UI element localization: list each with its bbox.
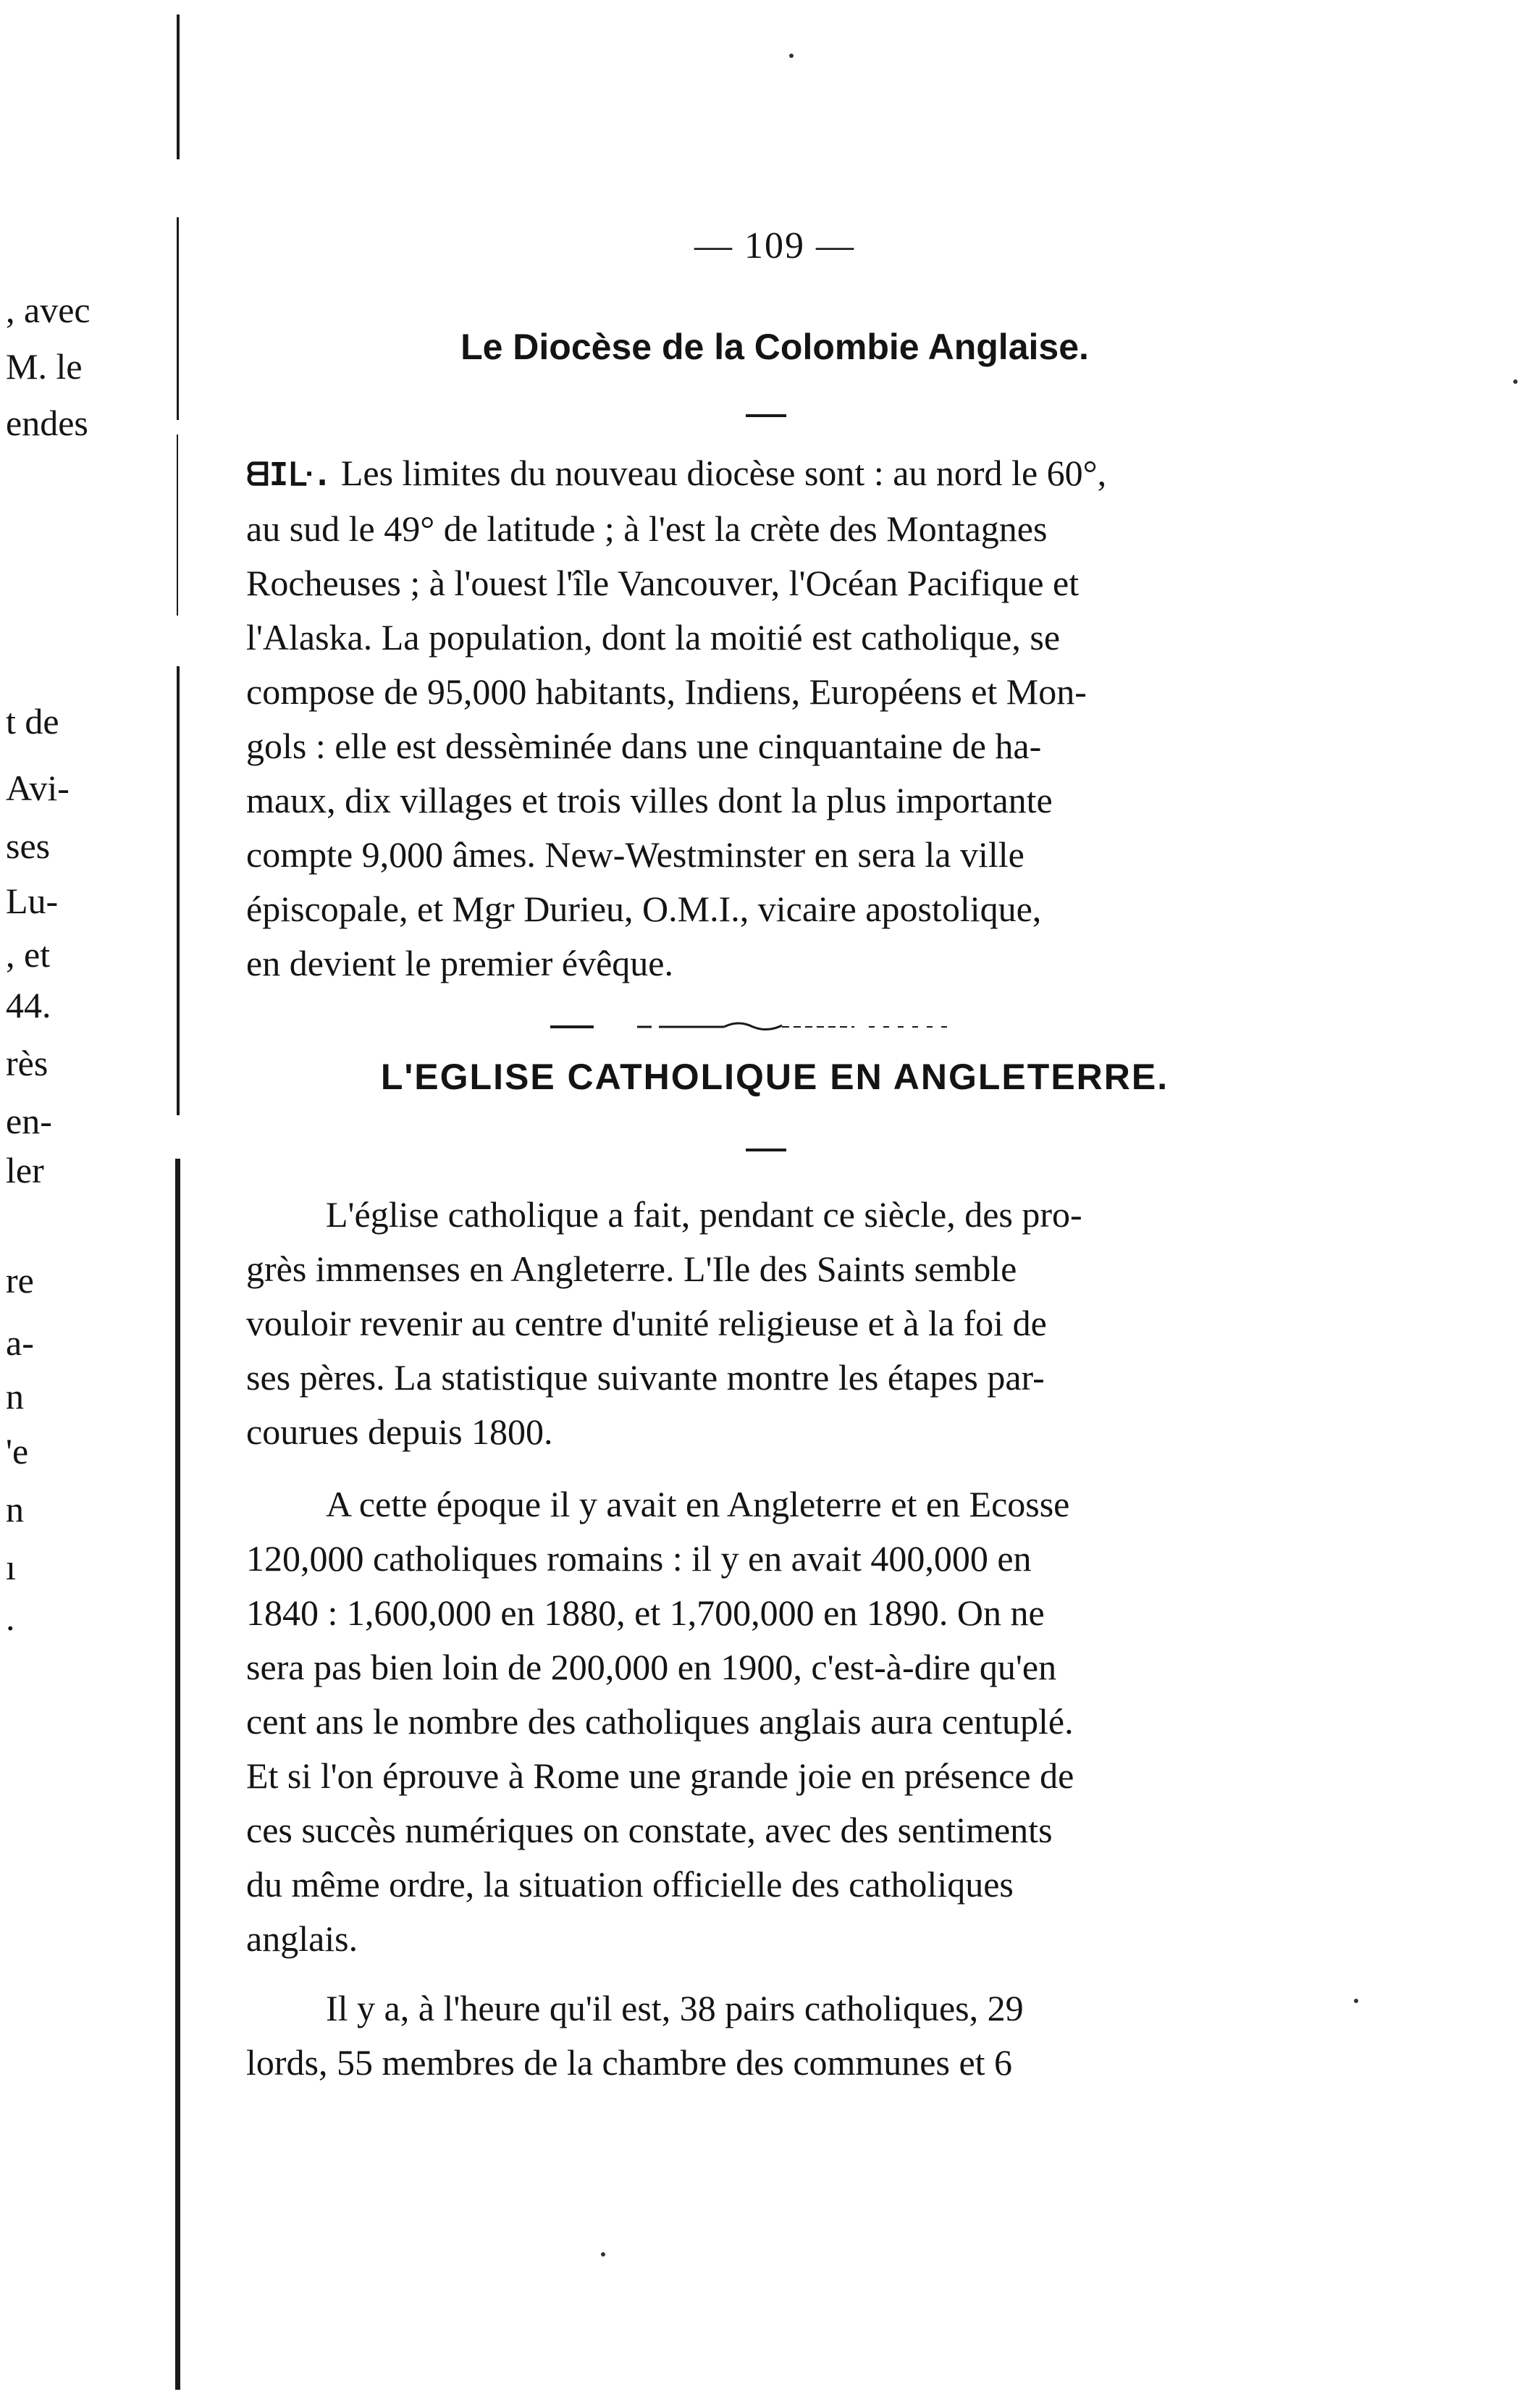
text-line: A cette époque il y avait en Angleterre et en Ecosse [326, 1484, 1070, 1524]
text-line: anglais. [246, 1918, 358, 1959]
paragraph-england-3 [246, 1981, 1303, 2090]
text-line: ses pères. La statistique suivante montre les étapes par- [246, 1357, 1045, 1398]
fragment-line: en- [6, 1101, 52, 1141]
gutter-rule [177, 14, 180, 159]
fragment-line: ler [6, 1150, 44, 1191]
fragment-line: n [6, 1376, 24, 1416]
gutter-rule [175, 1159, 180, 2390]
text-line: vouloir revenir au centre d'unité religieuse et à la foi de [246, 1303, 1047, 1343]
fragment-line: t de [6, 701, 59, 742]
print-speck [789, 54, 794, 58]
fragment-line: re [6, 1260, 34, 1301]
gutter-rule [177, 666, 180, 1115]
text-line: compte 9,000 âmes. New-Westminster en sera la ville [246, 834, 1024, 875]
text-line: L'église catholique a fait, pendant ce siècle, des pro- [326, 1194, 1082, 1235]
text-line: au sud le 49° de latitude ; à l'est la crète des Montagnes [246, 508, 1048, 549]
print-speck [601, 2252, 605, 2257]
text-line: du même ordre, la situation officielle des catholiques [246, 1864, 1014, 1905]
text-line: sera pas bien loin de 200,000 en 1900, c'est-à-dire qu'en [246, 1647, 1057, 1687]
text-line: 120,000 catholiques romains : il y en avait 400,000 en [246, 1538, 1032, 1579]
fragment-line: ı [6, 1547, 16, 1587]
text-line: Et si l'on éprouve à Rome une grande joie en présence de [246, 1755, 1074, 1796]
fragment-line: rès [6, 1043, 49, 1083]
text-line: grès immenses en Angleterre. L'Ile des Saints semble [246, 1248, 1017, 1289]
print-speck [1354, 1999, 1358, 2003]
heading-rule [746, 414, 786, 417]
book-page [239, 0, 1310, 2397]
fragment-line: , et [6, 934, 51, 975]
gutter-rule [177, 217, 179, 420]
fragment-line: ses [6, 826, 51, 866]
fragment-line: M. le [6, 346, 83, 387]
text-line: compose de 95,000 habitants, Indiens, Européens et Mon- [246, 671, 1087, 712]
facing-page-fragment [0, 0, 138, 2397]
paragraph-england-1 [246, 1188, 1303, 1459]
fragment-line: endes [6, 403, 88, 443]
fragment-line: a- [6, 1322, 34, 1363]
section-heading-england: L'EGLISE CATHOLIQUE EN ANGLETERRE. [380, 1057, 1169, 1097]
fragment-line: 44. [6, 985, 51, 1025]
text-line: Rocheuses ; à l'ouest l'île Vancouver, l'Océan Pacifique et [246, 563, 1080, 603]
binding-gutter [168, 0, 193, 2397]
text-line: Il y a, à l'heure qu'il est, 38 pairs catholiques, 29 [326, 1988, 1024, 2028]
page-number: — 109 — [694, 225, 855, 266]
paragraph-mark: ᗺIᒷ. [246, 456, 332, 493]
text-line: ces succès numériques on constate, avec des sentiments [246, 1810, 1053, 1850]
text-line: 1840 : 1,600,000 en 1880, et 1,700,000 en 1890. On ne [246, 1592, 1045, 1633]
heading-rule [746, 1149, 786, 1151]
fragment-line: 'e [6, 1431, 29, 1472]
paragraph-england-2 [246, 1477, 1303, 1966]
section-heading-diocese: Le Diocèse de la Colombie Anglaise. [460, 327, 1089, 367]
text-line: en devient le premier évêque. [246, 943, 673, 983]
fragment-line: Lu- [6, 881, 59, 921]
fragment-line: . [6, 1598, 15, 1638]
fragment-line: n [6, 1489, 24, 1529]
text-line: l'Alaska. La population, dont la moitié est catholique, se [246, 617, 1061, 658]
fragment-line: Avi- [6, 768, 70, 808]
text-line: courues depuis 1800. [246, 1411, 553, 1452]
print-speck [1513, 379, 1518, 384]
text-line: épiscopale, et Mgr Durieu, O.M.I., vicaire apostolique, [246, 889, 1042, 929]
gutter-rule [177, 435, 178, 616]
text-line: lords, 55 membres de la chambre des communes et 6 [246, 2042, 1013, 2083]
text-line: gols : elle est dessèminée dans une cinquantaine de ha- [246, 726, 1042, 766]
text-line: cent ans le nombre des catholiques anglais aura centuplé. [246, 1701, 1074, 1742]
text-line: Les limites du nouveau diocèse sont : au nord le 60°, [340, 453, 1107, 493]
fragment-line: , avec [6, 290, 91, 330]
text-line: maux, dix villages et trois villes dont la plus importante [246, 780, 1053, 820]
paragraph-diocese [246, 446, 1303, 991]
section-divider-ornament [550, 1020, 956, 1034]
